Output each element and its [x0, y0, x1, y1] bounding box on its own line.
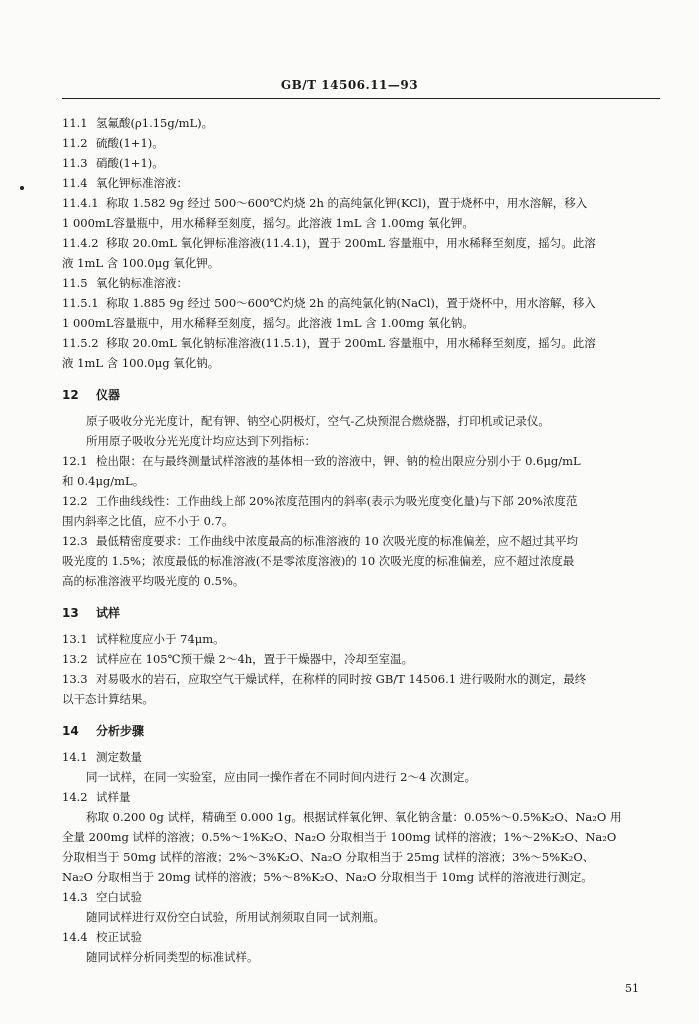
clause-14-1-text: 同一试样，在同一实验室，应由同一操作者在不同时间内进行 2～4 次测定。 [86, 770, 476, 784]
clause-11-4: 11.4 氧化钾标准溶液： [62, 176, 188, 190]
clause-12-3: 12.3 最低精密度要求：工作曲线中浓度最高的标准溶液的 10 次吸光度的标准偏差，应不超过其平均 [62, 534, 578, 548]
clause-14-2-line-4: Na₂O 分取相当于 20mg 试样的溶液；5%～8%K₂O、Na₂O 分取相当于 10mg 试样的溶液进行测定。 [62, 870, 593, 884]
clause-14-3: 14.3 空白试验 [62, 890, 142, 904]
content [62, 113, 660, 967]
clause-14-2: 14.2 试样量 [62, 790, 131, 804]
clause-11-5-1-cont: 1 000mL容量瓶中，用水稀释至刻度，摇匀。此溶液 1mL 含 1.00mg 氧化钠。 [62, 316, 474, 330]
clause-13-1: 13.1 试样粒度应小于 74μm。 [62, 632, 225, 646]
clause-11-5-1: 11.5.1 称取 1.885 9g 经过 500～600℃灼烧 2h 的高纯氯化钠(NaCl)，置于烧杯中，用水溶解，移入 [62, 296, 596, 310]
clause-14-1: 14.1 测定数量 [62, 750, 142, 764]
clause-14-4-text: 随同试样分析同类型的标准试样。 [86, 950, 259, 964]
clause-13-3: 13.3 对易吸水的岩石，应取空气干燥试样，在称样的同时按 GB/T 14506.1 进行吸附水的测定，最终 [62, 672, 587, 686]
clause-14-2-line-2: 全量 200mg 试样的溶液；0.5%～1%K₂O、Na₂O 分取相当于 100mg 试样的溶液；1%～2%K₂O、Na₂O [62, 830, 617, 844]
clause-13-3-cont: 以干态计算结果。 [62, 692, 154, 706]
clause-14-4: 14.4 校正试验 [62, 930, 142, 944]
clause-11-4-2: 11.4.2 移取 20.0mL 氧化钾标准溶液(11.4.1)，置于 200mL 容量瓶中，用水稀释至刻度，摇匀。此溶 [62, 236, 596, 250]
clause-12-1: 12.1 检出限：在与最终测量试样溶液的基体相一致的溶液中，钾、钠的检出限应分别小于 0.6μg/mL [62, 454, 581, 468]
clause-11-5: 11.5 氧化钠标准溶液： [62, 276, 188, 290]
clause-11-4-1: 11.4.1 称取 1.582 9g 经过 500～600℃灼烧 2h 的高纯氯化钾(KCl)，置于烧杯中，用水溶解，移入 [62, 196, 588, 210]
clause-11-1: 11.1 氢氟酸(ρ1.15g/mL)。 [62, 116, 214, 130]
section-13-heading: 13 试样 [62, 606, 121, 620]
clause-14-2-line-3: 分取相当于 50mg 试样的溶液；2%～3%K₂O、Na₂O 分取相当于 25mg 试样的溶液；3%～5%K₂O、 [62, 850, 595, 864]
clause-12-1-cont: 和 0.4μg/mL。 [62, 474, 145, 488]
clause-11-2: 11.2 硫酸(1+1)。 [62, 136, 164, 150]
clause-12-2-cont: 围内斜率之比值，应不小于 0.7。 [62, 514, 234, 528]
clause-12-3-cont-1: 吸光度的 1.5%；浓度最低的标准溶液(不是零浓度溶液)的 10 次吸光度的标准偏差，应不超过浓度最 [62, 554, 575, 568]
margin-dot [20, 186, 24, 190]
clause-11-4-1-cont: 1 000mL容量瓶中，用水稀释至刻度，摇匀。此溶液 1mL 含 1.00mg 氧化钾。 [62, 216, 474, 230]
clause-11-5-2-cont: 液 1mL 含 100.0μg 氧化钠。 [62, 356, 220, 370]
section-14-heading: 14 分析步骤 [62, 724, 145, 738]
page-number: 51 [625, 982, 639, 995]
clause-11-3: 11.3 硝酸(1+1)。 [62, 156, 164, 170]
clause-13-2: 13.2 试样应在 105℃预干燥 2～4h，置于干燥器中，冷却至室温。 [62, 652, 414, 666]
clause-14-2-line-1: 称取 0.200 0g 试样，精确至 0.000 1g。根据试样氧化钾、氧化钠含量：0.05%～0.5%K₂O、Na₂O 用 [86, 810, 622, 824]
header-rule [62, 98, 660, 99]
section-12-heading: 12 仪器 [62, 388, 121, 402]
section-12-para-2: 所用原子吸收分光光度计均应达到下列指标： [86, 434, 316, 448]
clause-11-5-2: 11.5.2 移取 20.0mL 氧化钠标准溶液(11.5.1)，置于 200mL 容量瓶中，用水稀释至刻度，摇匀。此溶 [62, 336, 596, 350]
clause-12-2: 12.2 工作曲线线性：工作曲线上部 20%浓度范围内的斜率(表示为吸光度变化量)与下部 20%浓度范 [62, 494, 578, 508]
standard-header: GB/T 14506.11—93 [280, 78, 419, 92]
clause-14-3-text: 随同试样进行双份空白试验，所用试剂须取自同一试剂瓶。 [86, 910, 385, 924]
section-12-para-1: 原子吸收分光光度计，配有钾、钠空心阴极灯，空气-乙炔预混合燃烧器，打印机或记录仪。 [86, 414, 550, 428]
clause-11-4-2-cont: 液 1mL 含 100.0μg 氧化钾。 [62, 256, 220, 270]
clause-12-3-cont-2: 高的标准溶液平均吸光度的 0.5%。 [62, 574, 245, 588]
